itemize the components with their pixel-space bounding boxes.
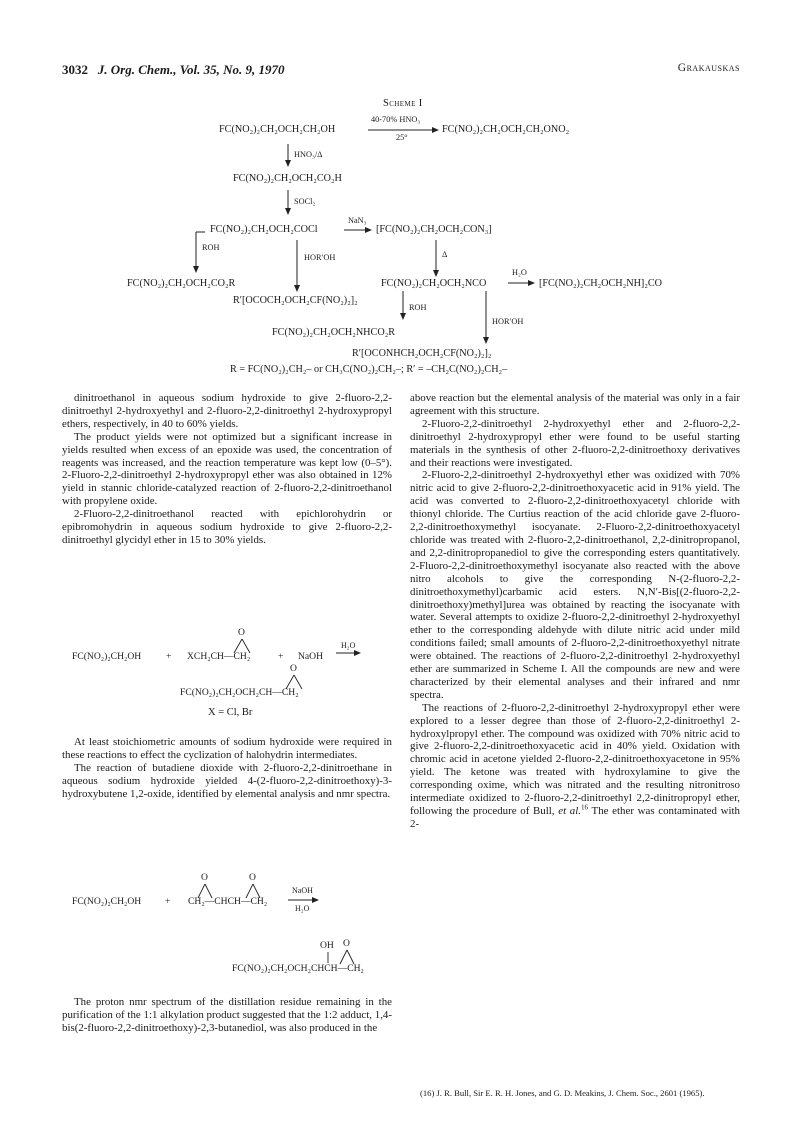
scheme-arrows: [0, 0, 805, 380]
scheme-reagent-h2o: H₂O: [512, 268, 527, 277]
right-column: [410, 392, 740, 831]
eq2-oxygen-a: O: [201, 872, 208, 883]
footnote-16: (16) J. R. Bull, Sir E. R. H. Jones, and G. D. Meakins, J. Chem. Soc., 2601 (1965).: [420, 1088, 705, 1098]
eq1-plus-2: +: [278, 651, 284, 662]
left-column-top: [62, 392, 392, 547]
right-paragraph-4: [410, 702, 740, 831]
eq1-x-definition: X = Cl, Br: [208, 707, 253, 718]
scheme-compound-4: FC(NO₂)₂CH₂OCH₂COCl: [210, 224, 318, 235]
left-paragraph-2: The product yields were not optimized but a significant increase in yields resulted when excess of an epoxide was used, the concentration of reagents was increased, and the reaction temperature was kept low (0–5°). 2-Fluoro-2,2-dinitroethyl 2-hydroxypropyl ether was also obtained in 12% yield in stannic chloride-catalyzed reaction of 2-fluoro-2,2-dinitroethanol with propylene oxide.: [62, 430, 392, 508]
scheme-compound-5: [FC(NO₂)₂CH₂OCH₂CON₃]: [376, 224, 492, 235]
scheme-reagent-1: 40-70% HNO₃: [371, 115, 421, 124]
scheme-reagent-roh-2: ROH: [409, 303, 427, 312]
eq1-reactant-1: FC(NO₂)₂CH₂OH: [72, 651, 142, 662]
scheme-title: Scheme I: [383, 98, 423, 109]
eq2-oxygen-b: O: [249, 872, 256, 883]
scheme-reagent-4: NaN₃: [348, 216, 367, 225]
right-paragraph-1: above reaction but the elemental analysis of the material was only in a fair agreement with this structure.: [410, 392, 740, 417]
eq1-product: FC(NO₂)₂CH₂OCH₂CH—CH₂: [180, 687, 299, 698]
et-al: et al.: [558, 805, 581, 817]
scheme-reagent-delta: Δ: [442, 250, 448, 259]
eq2-hydroxyl: OH: [320, 940, 334, 951]
right-paragraph-2: 2-Fluoro-2,2-dinitroethyl 2-hydroxyethyl ether and 2-fluoro-2,2-dinitroethyl 2-hydroxypropyl ether were found to be useful starting materials in the synthesis of other 2-fluoro-2,2-dinitroethoxy derivatives and their reactions were investigated.: [410, 417, 740, 469]
eq1-reactant-2: XCH₂CH—CH₂: [187, 651, 251, 662]
eq2-reactant-2: CH₂—CHCH—CH₂: [188, 896, 268, 907]
scheme-reagent-horoh: HOR′OH: [304, 253, 336, 262]
scheme-compound-9: R′[OCOCH₂OCH₂CF(NO₂)₂]₂: [233, 295, 358, 306]
scheme-reagent-3: SOCl₂: [294, 197, 316, 206]
equation-2: [62, 856, 392, 981]
eq1-reactant-3: NaOH: [298, 651, 324, 662]
scheme-compound-3: FC(NO₂)₂CH₂OCH₂CO₂H: [233, 173, 342, 184]
scheme-reagent-2: HNO₃/Δ: [294, 150, 323, 159]
scheme-compound-1: FC(NO₂)₂CH₂OCH₂CH₂OH: [219, 124, 336, 135]
scheme-compound-8: [FC(NO₂)₂CH₂OCH₂NH]₂CO: [539, 278, 663, 289]
scheme-reagent-horoh-2: HOR′OH: [492, 317, 524, 326]
eq1-condition: H₂O: [341, 641, 356, 650]
scheme-legend: R = FC(NO₂)₂CH₂– or CH₃C(NO₂)₂CH₂–; R′ = –CH₂C(NO₂)₂CH₂–: [230, 364, 508, 375]
eq2-reactant-1: FC(NO₂)₂CH₂OH: [72, 896, 142, 907]
header-author: Grakauskas: [677, 62, 740, 74]
right-paragraph-3: 2-Fluoro-2,2-dinitroethyl 2-hydroxyethyl ether was oxidized with 70% nitric acid to give 2-fluoro-2,2-dinitroethoxyacetic acid in 91% yield. The acid was converted to 2-fluoro-2,2-dinitroethoxyacetyl chloride with thionyl chloride. The Curtius reaction of the acid chloride gave 2-fluoro-2,2-dinitroethoxymethyl isocyanate. 2-Fluoro-2,2-dinitroethoxyacetyl chloride was treated with 2-fluoro-2,2-dinitroethanol, 2,2-dinitropropanol, and 2,2-dinitropropanediol to give the corresponding esters quantitatively. 2-Fluoro-2,2-dinitroethoxymethyl isocyanate also reacted with the above nitro alcohols to give the corresponding N-(2-fluoro-2,2-dinitroethoxymethyl)carbamic acid esters. N,N′-Bis[(2-fluoro-2,2-dinitroethoxy)methyl]urea was obtained by reacting the isocyanate with water. Several attempts to oxidize 2-fluoro-2,2-dinitroethyl 2-hydroxyethyl ether to the corresponding aldehyde with dilute nitric acid under mild conditions failed; small amounts of 2-fluoro-2,2-dinitroethoxyethyl nitrate were obtained. The reactions of 2-fluoro-2,2-dinitroethyl 2-hydroxyethyl ether are summarized in Scheme I. All the compounds are new and were characterized by their elemental analyses and their infrared and nmr spectra.: [410, 469, 740, 701]
scheme-1: [0, 0, 805, 380]
eq1-plus-1: +: [166, 651, 172, 662]
right-paragraph-4-end: The ether was contaminated with 2-: [410, 805, 740, 830]
left-paragraph-6: The proton nmr spectrum of the distillation residue remaining in the purification of the 1:1 alkylation product suggested that the 1:2 adduct, 1,4-bis(2-fluoro-2,2-dinitroethoxy)-2,3-butanediol, was also produced in the: [62, 996, 392, 1034]
equation-1: [62, 625, 392, 720]
eq2-condition-bottom: H₂O: [295, 904, 310, 913]
scheme-reagent-roh: ROH: [202, 243, 220, 252]
eq2-condition-top: NaOH: [292, 886, 313, 895]
scheme-condition-1: 25°: [396, 133, 408, 142]
right-paragraph-4-text: The reactions of 2-fluoro-2,2-dinitroethyl 2-hydroxypropyl ether were explored to a lesser degree than those of 2-fluoro-2,2-dinitroethyl 2-hydroxylpropyl ether. The compound was oxidized with 70% nitric acid to give 2-fluoro-2,2-dinitroethoxyacetic acid in 40% yield. Oxidation with chromic acid in acetone yielded 2-fluoro-2,2-dinitroethoxyacetone in 95% yield. The ketone was treated with hydroxylamine to give the corresponding oxime, which was nitrated and the resulting nitronitroso intermediate oxidized to 2-fluoro-2,2-dinitroethyl 2,2-dinitropropyl ether, following the procedure of Bull,: [410, 701, 740, 817]
scheme-compound-11: R′[OCONHCH₂OCH₂CF(NO₂)₂]₂: [352, 348, 492, 359]
reference-16: 16: [580, 803, 589, 812]
left-column-middle: [62, 736, 392, 801]
equation-1-bonds: [62, 625, 392, 720]
eq2-product: FC(NO₂)₂CH₂OCH₂CHCH—CH₂: [232, 963, 364, 974]
left-column-bottom: [62, 996, 392, 1035]
left-paragraph-5: The reaction of butadiene dioxide with 2-fluoro-2,2-dinitroethane in aqueous sodium hydroxide yielded 4-(2-fluoro-2,2-dinitroethoxy)-3-hydroxybutene 1,2-oxide, identified by elemental analysis and nmr spectra.: [62, 761, 392, 800]
scheme-compound-10: FC(NO₂)₂CH₂OCH₂NHCO₂R: [272, 327, 396, 338]
eq1-epoxide-oxygen: O: [238, 627, 245, 638]
left-paragraph-4: At least stoichiometric amounts of sodium hydroxide were required in these reactions to effect the cyclization of halohydrin intermediates.: [62, 736, 392, 761]
eq2-epoxide-oxygen: O: [343, 938, 350, 949]
left-paragraph-3: 2-Fluoro-2,2-dinitroethanol reacted with epichlorohydrin or epibromohydrin in aqueous sodium hydroxide to give 2-fluoro-2,2-dinitroethyl glycidyl ether in 15 to 30% yields.: [62, 508, 392, 546]
scheme-compound-2: FC(NO₂)₂CH₂OCH₂CH₂ONO₂: [442, 124, 570, 135]
journal-name: J. Org. Chem.,: [97, 62, 177, 77]
journal-volume: Vol. 35, No. 9, 1970: [179, 62, 285, 77]
eq1-product-oxygen: O: [290, 663, 297, 674]
eq2-plus: +: [165, 896, 171, 907]
page-number: 3032: [62, 62, 88, 77]
scheme-compound-6: FC(NO₂)₂CH₂OCH₂CO₂R: [127, 278, 236, 289]
scheme-compound-7: FC(NO₂)₂CH₂OCH₂NCO: [381, 278, 487, 289]
left-paragraph-1: dinitroethanol in aqueous sodium hydroxide to give 2-fluoro-2,2-dinitroethyl 2-hydroxyethyl and 2-fluoro-2,2-dinitroethyl 2-hydroxypropyl ethers, respectively, in 40 to 60% yields.: [62, 392, 392, 430]
